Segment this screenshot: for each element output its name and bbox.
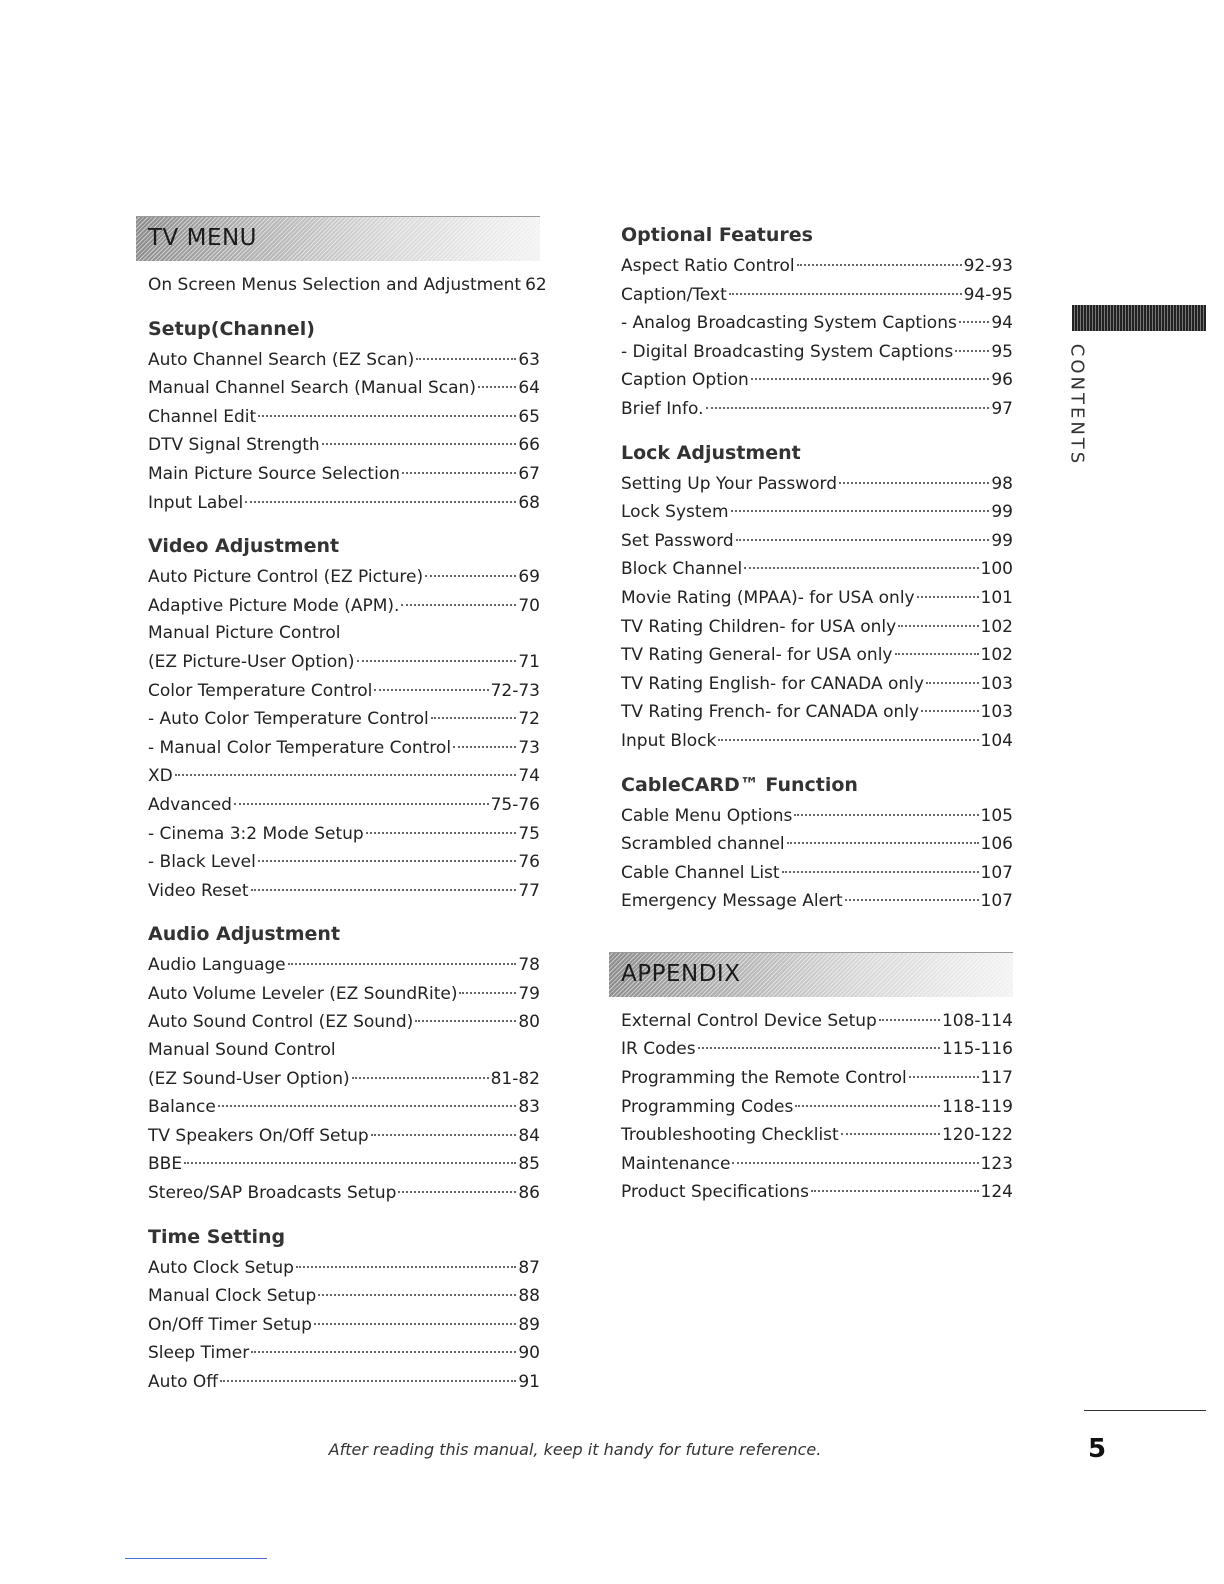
dot-leader <box>251 1334 516 1353</box>
bottom-link-line <box>125 1558 267 1559</box>
toc-entry-page: 84 <box>518 1125 540 1146</box>
toc-entry-label: Auto Picture Control (EZ Picture) <box>148 567 424 588</box>
toc-entry-label: Manual Clock Setup <box>148 1286 317 1307</box>
dot-leader <box>718 722 978 741</box>
toc-entry-label: Movie Rating (MPAA)- for USA only <box>621 587 915 608</box>
dot-leader <box>794 797 978 816</box>
toc-right-sections <box>621 224 1013 916</box>
appendix-banner-title: APPENDIX <box>621 960 741 987</box>
dot-leader <box>811 1173 979 1192</box>
toc-entry[interactable] <box>621 281 1013 310</box>
toc-entry-page: 81-82 <box>490 1068 540 1089</box>
dot-leader <box>245 484 516 503</box>
section-entry-list <box>621 802 1013 916</box>
toc-entry[interactable] <box>621 727 1013 756</box>
toc-entry-label: TV Rating French- for CANADA only <box>621 702 920 723</box>
dot-leader <box>926 665 979 684</box>
toc-entry[interactable] <box>148 592 540 621</box>
toc-entry-page: 87 <box>518 1257 540 1278</box>
dot-leader <box>352 1060 489 1079</box>
toc-entry-page: 99 <box>991 530 1013 551</box>
toc-entry-label: Block Channel <box>621 559 743 580</box>
appendix-banner <box>609 952 1013 997</box>
toc-entry-label: Advanced <box>148 794 232 815</box>
dot-leader <box>258 398 516 417</box>
toc-entry-label: Programming Codes <box>621 1096 794 1117</box>
dot-leader <box>374 672 488 691</box>
toc-section <box>621 224 1013 424</box>
toc-entry-label: Troubleshooting Checklist <box>621 1125 839 1146</box>
dot-leader <box>736 522 990 541</box>
toc-entry-page: 117 <box>980 1068 1013 1089</box>
dot-leader <box>366 815 517 834</box>
dot-leader <box>921 693 978 712</box>
toc-entry-page: 83 <box>518 1097 540 1118</box>
dot-leader <box>841 1116 940 1135</box>
toc-entry-page: 63 <box>518 349 540 370</box>
toc-entry[interactable] <box>148 1037 540 1093</box>
toc-entry-label-continued: (EZ Picture-User Option) <box>148 651 355 672</box>
dot-leader <box>729 276 962 295</box>
tv-menu-banner <box>136 216 540 261</box>
toc-entry-page: 78 <box>518 955 540 976</box>
section-title: Setup(Channel) <box>148 317 315 340</box>
toc-entry-label: BBE <box>148 1154 183 1175</box>
toc-entry-page: 92-93 <box>963 256 1013 276</box>
toc-entry-page: 69 <box>518 567 540 588</box>
dot-leader <box>175 757 517 776</box>
toc-entry-label: Cable Menu Options <box>621 805 793 826</box>
toc-entry-page: 100 <box>980 559 1013 580</box>
dot-leader <box>371 1117 517 1136</box>
toc-entry-label: Caption Option <box>621 370 749 391</box>
toc-entry-label: Manual Sound Control <box>148 1040 336 1061</box>
toc-left-column <box>148 216 547 1397</box>
toc-entry-label: Audio Language <box>148 955 286 976</box>
footer-rule <box>1084 1410 1206 1411</box>
toc-entry-page: 89 <box>518 1314 540 1335</box>
toc-entry-label: Scrambled channel <box>621 834 785 855</box>
page-number: 5 <box>1088 1434 1107 1464</box>
toc-entry[interactable] <box>148 1008 540 1037</box>
toc-entry-page: 97 <box>991 398 1013 419</box>
section-entry-list <box>148 346 540 518</box>
dot-leader <box>415 1003 516 1022</box>
toc-entry-page: 67 <box>518 463 540 484</box>
toc-entry-page: 71 <box>518 651 540 672</box>
dot-leader <box>478 369 516 388</box>
dot-leader <box>431 700 517 719</box>
toc-entry-label: Stereo/SAP Broadcasts Setup <box>148 1183 397 1204</box>
dot-leader <box>251 872 517 891</box>
toc-entry-label: On/Off Timer Setup <box>148 1314 312 1335</box>
dot-leader <box>425 558 516 577</box>
toc-entry[interactable] <box>148 489 540 518</box>
toc-entry-label: Caption/Text <box>621 284 727 305</box>
dot-leader <box>416 341 516 360</box>
toc-entry-label: Maintenance <box>621 1153 731 1174</box>
dot-leader <box>398 1174 516 1193</box>
toc-entry-label: Cable Channel List <box>621 862 780 883</box>
dot-leader <box>751 361 990 380</box>
toc-entry-page: 96 <box>991 370 1013 391</box>
toc-entry-page: 103 <box>980 673 1013 694</box>
dot-leader <box>744 550 978 569</box>
toc-entry-label: Aspect Ratio Control <box>621 256 795 276</box>
toc-entry-page: 107 <box>980 862 1013 883</box>
dot-leader <box>732 1145 978 1164</box>
toc-entry-label: Auto Channel Search (EZ Scan) <box>148 349 415 370</box>
appendix-list <box>621 1007 1013 1207</box>
toc-entry-label: - Analog Broadcasting System Captions <box>621 313 957 334</box>
toc-entry-page: 70 <box>518 595 540 616</box>
toc-entry[interactable] <box>621 309 1013 338</box>
toc-entry-page: 103 <box>980 702 1013 723</box>
toc-entry-page: 62 <box>525 275 547 295</box>
toc-entry[interactable] <box>621 1178 1013 1207</box>
toc-entry-page: 102 <box>980 616 1013 637</box>
section-entry-list <box>148 951 540 1207</box>
toc-entry-page: 91 <box>518 1372 540 1392</box>
toc-entry-page: 94-95 <box>963 284 1013 305</box>
toc-entry-label: Manual Picture Control <box>148 623 341 644</box>
dot-leader <box>955 333 989 352</box>
toc-entry-page: 85 <box>518 1154 540 1175</box>
toc-entry-label: Product Specifications <box>621 1182 809 1203</box>
toc-entry-page: 118-119 <box>941 1096 1013 1117</box>
toc-section <box>148 1226 540 1397</box>
dot-leader <box>453 729 516 748</box>
toc-entry[interactable] <box>148 271 547 300</box>
section-title: Video Adjustment <box>148 535 340 558</box>
toc-entry-label: IR Codes <box>621 1039 696 1060</box>
toc-entry[interactable] <box>148 877 540 906</box>
footer-note: After reading this manual, keep it handy for future reference. <box>328 1440 822 1459</box>
dot-leader <box>706 390 990 409</box>
toc-entry[interactable] <box>148 1368 540 1397</box>
toc-entry-page: 65 <box>518 406 540 427</box>
dot-leader <box>220 1363 516 1382</box>
toc-entry-page: 105 <box>980 805 1013 826</box>
toc-entry-label: Input Label <box>148 492 244 513</box>
section-title: CableCARD™ Function <box>621 773 858 796</box>
toc-entry-page: 72-73 <box>490 680 540 701</box>
toc-entry-label-continued: (EZ Sound-User Option) <box>148 1068 350 1089</box>
toc-entry-label: Brief Info. <box>621 398 704 419</box>
toc-entry-page: 75-76 <box>490 794 540 815</box>
toc-entry-page: 108-114 <box>941 1010 1013 1031</box>
toc-entry-page: 77 <box>518 880 540 901</box>
dot-leader <box>288 946 517 965</box>
dot-leader <box>234 786 489 805</box>
toc-entry-page: 124 <box>980 1182 1013 1203</box>
toc-entry-page: 98 <box>991 473 1013 494</box>
section-title: Time Setting <box>148 1225 286 1248</box>
toc-entry[interactable] <box>148 620 540 676</box>
toc-section <box>621 442 1013 756</box>
section-entry-list <box>621 252 1013 424</box>
toc-entry-label: On Screen Menus Selection and Adjustment <box>148 275 522 295</box>
dot-leader <box>314 1306 517 1325</box>
toc-entry-label: Auto Volume Leveler (EZ SoundRite) <box>148 983 458 1004</box>
toc-entry-label: TV Speakers On/Off Setup <box>148 1125 369 1146</box>
toc-entry-page: 115-116 <box>941 1039 1013 1060</box>
toc-entry-label: TV Rating English- for CANADA only <box>621 673 924 694</box>
toc-entry-page: 120-122 <box>941 1125 1013 1146</box>
toc-entry-page: 80 <box>518 1012 540 1033</box>
dot-leader <box>909 1059 979 1078</box>
toc-entry-label: Adaptive Picture Mode (APM). <box>148 595 400 616</box>
toc-entry-label: - Cinema 3:2 Mode Setup <box>148 823 364 844</box>
toc-entry-label: - Digital Broadcasting System Captions <box>621 341 954 362</box>
toc-entry-page: 73 <box>518 737 540 758</box>
toc-entry-label: Balance <box>148 1097 216 1118</box>
toc-entry-page: 101 <box>980 587 1013 608</box>
toc-left-sections <box>148 318 540 1397</box>
toc-entry[interactable] <box>621 1093 1013 1122</box>
toc-entry-page: 79 <box>518 983 540 1004</box>
toc-entry-label: Color Temperature Control <box>148 680 373 701</box>
toc-section <box>621 774 1013 916</box>
dot-leader <box>184 1145 516 1164</box>
side-tab-marker <box>1072 305 1206 331</box>
toc-entry-label: - Black Level <box>148 852 256 873</box>
toc-entry-label: Emergency Message Alert <box>621 891 843 912</box>
dot-leader <box>959 304 990 323</box>
dot-leader <box>459 975 516 994</box>
toc-entry-page: 72 <box>518 709 540 730</box>
toc-entry-page: 68 <box>518 492 540 513</box>
dot-leader <box>795 1088 940 1107</box>
section-entry-list <box>148 563 540 905</box>
dot-leader <box>698 1030 940 1049</box>
toc-section <box>148 535 540 905</box>
side-contents-label <box>1057 345 1097 465</box>
toc-entry-page: 76 <box>518 852 540 873</box>
section-entry-list <box>148 1254 540 1397</box>
toc-entry-label: Auto Sound Control (EZ Sound) <box>148 1012 414 1033</box>
section-title: Lock Adjustment <box>621 441 801 464</box>
toc-entry-label: Lock System <box>621 502 729 523</box>
dot-leader <box>845 882 979 901</box>
toc-entry-label: Input Block <box>621 730 717 751</box>
toc-entry-page: 86 <box>518 1183 540 1204</box>
dot-leader <box>296 1249 516 1268</box>
toc-entry-page: 88 <box>518 1286 540 1307</box>
toc-entry-page: 99 <box>991 502 1013 523</box>
dot-leader <box>917 579 979 598</box>
dot-leader <box>401 587 516 606</box>
dot-leader <box>797 247 962 266</box>
toc-entry-page: 90 <box>518 1343 540 1364</box>
toc-entry-label: Channel Edit <box>148 406 257 427</box>
toc-entry-page: 106 <box>980 834 1013 855</box>
dot-leader <box>218 1088 517 1107</box>
toc-entry-label: - Auto Color Temperature Control <box>148 709 429 730</box>
toc-entry-label: Manual Channel Search (Manual Scan) <box>148 378 476 399</box>
toc-entry-page: 64 <box>518 378 540 399</box>
dot-leader <box>322 426 517 445</box>
toc-entry-page: 107 <box>980 891 1013 912</box>
dot-leader <box>782 854 979 873</box>
toc-entry[interactable] <box>621 395 1013 424</box>
toc-entry-page: 104 <box>980 730 1013 751</box>
toc-entry-page: 74 <box>518 766 540 787</box>
toc-entry-page: 94 <box>991 313 1013 334</box>
dot-leader <box>898 608 978 627</box>
tv-menu-banner-title: TV MENU <box>148 225 258 251</box>
toc-entry-label: - Manual Color Temperature Control <box>148 737 452 758</box>
tv-menu-intro-list <box>148 271 547 300</box>
dot-leader <box>787 825 979 844</box>
toc-entry-label: Auto Off <box>148 1372 218 1392</box>
toc-section <box>148 318 540 518</box>
toc-entry-label: TV Rating General- for USA only <box>621 645 893 666</box>
toc-entry-page: 95 <box>991 341 1013 362</box>
section-title: Optional Features <box>621 224 813 246</box>
toc-entry-label: Programming the Remote Control <box>621 1068 907 1089</box>
toc-entry-page: 75 <box>518 823 540 844</box>
dot-leader <box>731 493 990 512</box>
toc-entry-label: DTV Signal Strength <box>148 435 320 456</box>
toc-right-column <box>621 216 1013 1207</box>
section-title: Audio Adjustment <box>148 923 341 946</box>
toc-entry-label: Sleep Timer <box>148 1343 250 1364</box>
dot-leader <box>402 455 516 474</box>
toc-entry-page: 102 <box>980 645 1013 666</box>
dot-leader <box>258 843 517 862</box>
side-contents-text: CONTENTS <box>1066 343 1088 467</box>
toc-entry-label: Set Password <box>621 530 734 551</box>
dot-leader <box>879 1002 940 1021</box>
dot-leader <box>895 636 979 655</box>
dot-leader <box>357 643 517 662</box>
toc-entry[interactable] <box>621 887 1013 916</box>
toc-entry-label: XD <box>148 766 173 787</box>
toc-section <box>148 923 540 1207</box>
toc-entry[interactable] <box>148 1179 540 1208</box>
toc-entry-label: Setting Up Your Password <box>621 473 838 494</box>
toc-entry-page: 123 <box>980 1153 1013 1174</box>
toc-entry-label: TV Rating Children- for USA only <box>621 616 897 637</box>
dot-leader <box>839 465 989 484</box>
toc-entry-page: 66 <box>518 435 540 456</box>
toc-entry-label: External Control Device Setup <box>621 1010 877 1031</box>
toc-entry-label: Auto Clock Setup <box>148 1257 294 1278</box>
dot-leader <box>318 1277 516 1296</box>
toc-entry-label: Main Picture Source Selection <box>148 463 400 484</box>
toc-entry-label: Video Reset <box>148 880 249 901</box>
section-entry-list <box>621 470 1013 756</box>
